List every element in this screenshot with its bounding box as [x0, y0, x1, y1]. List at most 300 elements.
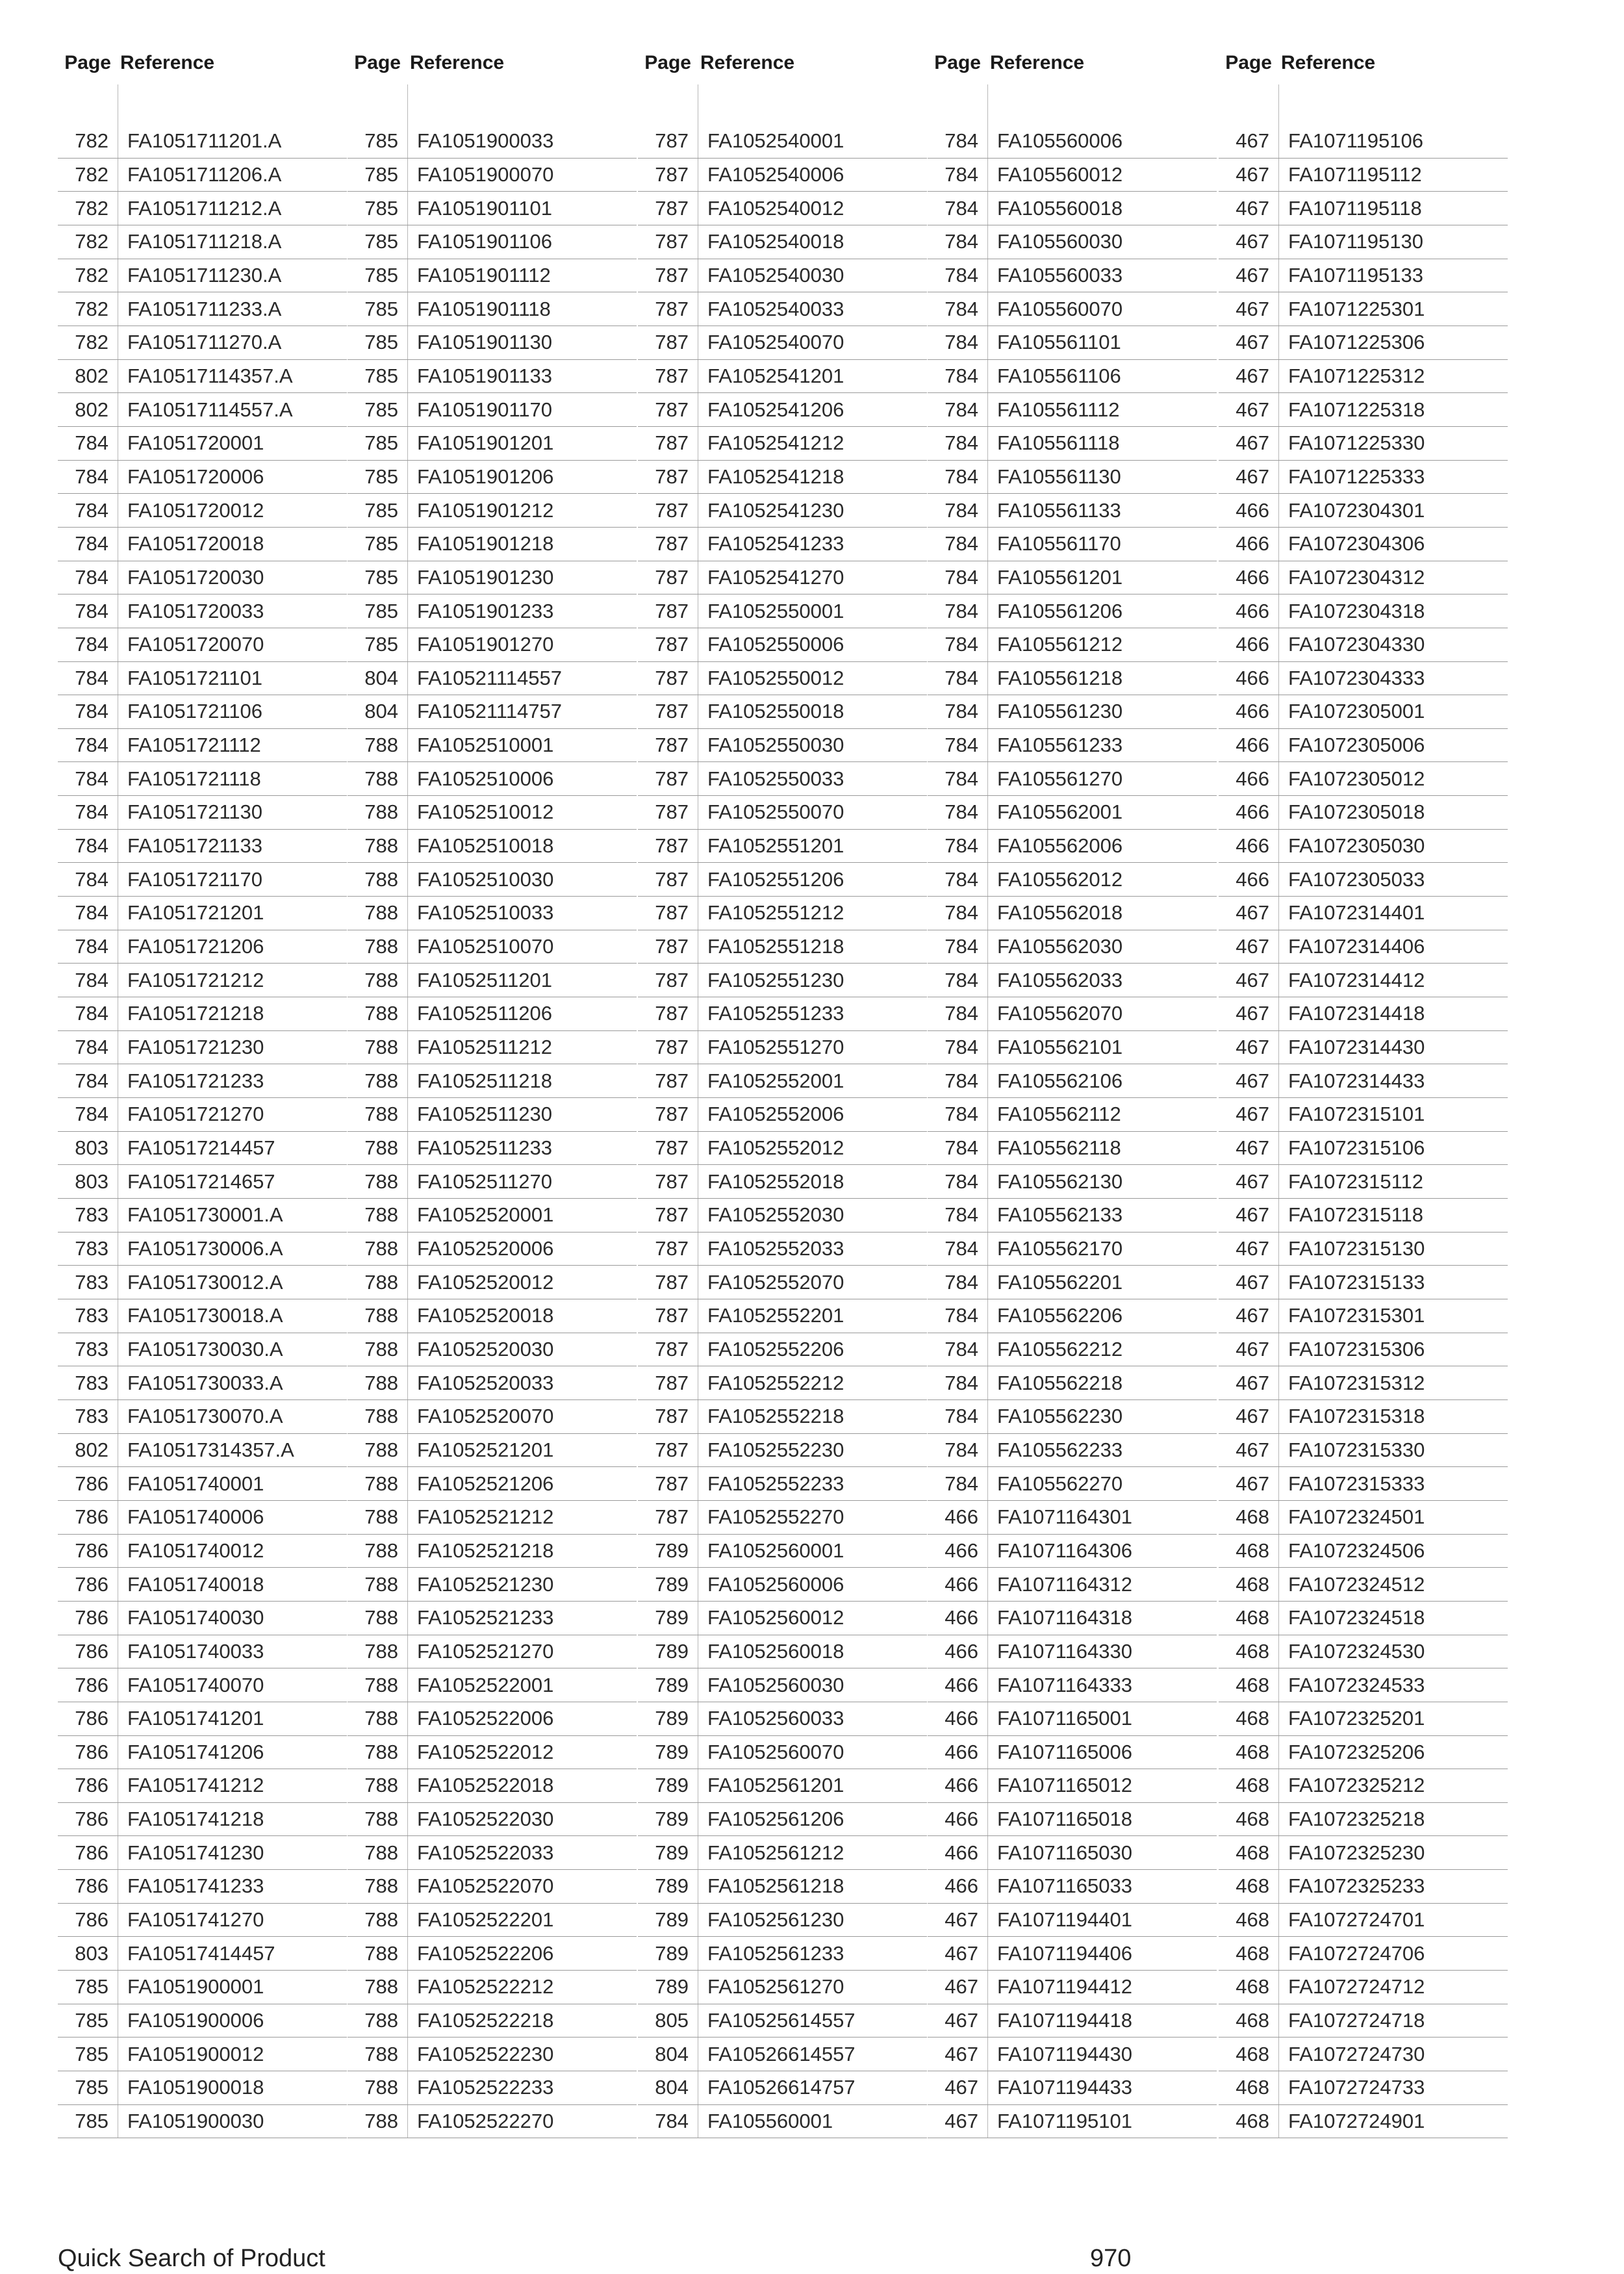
table-row [1219, 1064, 1508, 1098]
table-row [638, 1299, 927, 1333]
reference-cell: FA1072315333 [1278, 1467, 1508, 1500]
page-number-cell: 468 [1236, 1941, 1269, 1965]
reference-cell: FA1052510070 [407, 930, 637, 964]
page-number-cell: 784 [75, 767, 108, 790]
page-number-cell: 786 [75, 1539, 108, 1562]
reference-cell: FA1072304333 [1278, 662, 1508, 695]
page-number-cell: 784 [945, 129, 978, 153]
page-number-cell: 788 [364, 1606, 398, 1629]
reference-cell: FA1051900070 [407, 159, 637, 192]
reference-cell: FA1072305030 [1278, 830, 1508, 863]
reference-cell: FA1051900030 [118, 2105, 347, 2138]
table-row [348, 1870, 637, 1904]
table-row [348, 1434, 637, 1468]
table-row [348, 1299, 637, 1333]
table-row [1219, 1870, 1508, 1904]
reference-cell: FA1072314418 [1278, 997, 1508, 1030]
table-row [348, 930, 637, 964]
table-row [58, 964, 347, 997]
table-row [348, 2071, 637, 2105]
reference-cell: FA1051711212.A [118, 192, 347, 225]
table-row [638, 830, 927, 863]
table-row [1219, 1165, 1508, 1199]
reference-cell: FA105561270 [987, 762, 1217, 795]
footer-page-number: 970 [1090, 2245, 1132, 2272]
page-number-cell: 785 [364, 129, 398, 153]
reference-cell: FA1072324506 [1278, 1535, 1508, 1568]
page-number-cell: 788 [364, 901, 398, 925]
page-number-cell: 788 [364, 1808, 398, 1831]
page-number-cell: 787 [655, 1438, 689, 1461]
page-number-cell: 784 [945, 1203, 978, 1227]
table-row [638, 1132, 927, 1166]
page-number-cell: 468 [1236, 1673, 1269, 1696]
reference-cell: FA1051901101 [407, 192, 637, 225]
page-number-cell: 787 [655, 1472, 689, 1495]
table-row [928, 1870, 1217, 1904]
table-row [638, 1467, 927, 1501]
table-row [1219, 1434, 1508, 1468]
page-number-cell: 785 [364, 498, 398, 522]
page-number-cell: 786 [75, 1606, 108, 1629]
reference-cell: FA1071165033 [987, 1870, 1217, 1903]
table-row [928, 1635, 1217, 1669]
table-row [928, 594, 1217, 628]
reference-cell: FA10521114757 [407, 695, 637, 728]
reference-cell: FA1052521233 [407, 1602, 637, 1635]
page-number-cell: 467 [1236, 162, 1269, 186]
page-number-cell: 784 [945, 1438, 978, 1461]
table-row [638, 1333, 927, 1367]
reference-cell: FA105561112 [987, 393, 1217, 426]
page-number-cell: 787 [655, 162, 689, 186]
reference-cell: FA1072315306 [1278, 1333, 1508, 1366]
index-column [638, 52, 927, 2138]
table-row [638, 225, 927, 259]
table-row [1219, 964, 1508, 997]
reference-cell: FA1071195112 [1278, 159, 1508, 192]
table-row [58, 461, 347, 494]
page-number-cell: 467 [1236, 331, 1269, 354]
table-row [638, 1165, 927, 1199]
table-row [928, 1904, 1217, 1937]
page-number-cell: 467 [1236, 1438, 1269, 1461]
page-number-cell: 786 [75, 1808, 108, 1831]
table-row [348, 159, 637, 192]
table-row [1219, 796, 1508, 830]
page-number-cell: 784 [75, 700, 108, 723]
page-number-cell: 787 [655, 532, 689, 556]
page-number-cell: 782 [75, 331, 108, 354]
table-row [928, 360, 1217, 394]
reference-cell: FA1072304312 [1278, 561, 1508, 594]
page-number-cell: 467 [1236, 230, 1269, 253]
reference-cell: FA1051901230 [407, 561, 637, 594]
reference-cell: FA1051730012.A [118, 1266, 347, 1299]
reference-cell: FA1052511212 [407, 1031, 637, 1064]
table-row [58, 159, 347, 192]
page-number-cell: 782 [75, 196, 108, 220]
reference-cell: FA1052541218 [698, 461, 927, 494]
page-number-cell: 784 [945, 633, 978, 656]
table-row [928, 1333, 1217, 1367]
table-row [58, 1971, 347, 2004]
footer-section-title: Quick Search of Product [58, 2245, 325, 2272]
reference-cell: FA1071225333 [1278, 461, 1508, 494]
reference-cell: FA1052511206 [407, 997, 637, 1030]
table-row [1219, 1904, 1508, 1937]
page-number-cell: 787 [655, 633, 689, 656]
page-number-cell: 785 [364, 532, 398, 556]
page-number-cell: 784 [75, 532, 108, 556]
column-header [58, 52, 347, 84]
table-row [638, 1064, 927, 1098]
table-row [638, 662, 927, 696]
table-row [1219, 1635, 1508, 1669]
table-row [1219, 1702, 1508, 1736]
reference-cell: FA1051901212 [407, 494, 637, 527]
table-row [348, 1132, 637, 1166]
table-row [928, 427, 1217, 461]
page-number-cell: 789 [655, 1539, 689, 1562]
table-row [58, 1769, 347, 1803]
table-row [928, 1031, 1217, 1065]
reference-cell: FA1072724718 [1278, 2004, 1508, 2038]
table-row [58, 1602, 347, 1635]
table-row [58, 930, 347, 964]
reference-cell: FA1052521218 [407, 1535, 637, 1568]
table-row [348, 561, 637, 595]
reference-cell: FA1052511230 [407, 1098, 637, 1131]
table-row [58, 1535, 347, 1568]
reference-cell: FA1052551201 [698, 830, 927, 863]
table-row [348, 393, 637, 427]
page-number-cell: 804 [364, 666, 398, 689]
reference-cell: FA1072315133 [1278, 1266, 1508, 1299]
reference-cell: FA1072305006 [1278, 729, 1508, 762]
reference-cell: FA1072315330 [1278, 1434, 1508, 1467]
reference-cell: FA1051721230 [118, 1031, 347, 1064]
reference-cell: FA1052560033 [698, 1702, 927, 1735]
reference-cell: FA1051740006 [118, 1501, 347, 1534]
table-row [638, 1568, 927, 1602]
header-spacer [58, 84, 347, 125]
page-number-cell: 787 [655, 1002, 689, 1025]
table-row [348, 461, 637, 494]
table-row [58, 1702, 347, 1736]
table-row [1219, 1467, 1508, 1501]
page-number-cell: 784 [945, 1304, 978, 1327]
table-row [638, 1501, 927, 1535]
table-row [348, 1769, 637, 1803]
page-number-cell: 784 [75, 1103, 108, 1126]
reference-header: Reference [700, 52, 795, 73]
page-number-cell: 787 [655, 935, 689, 958]
reference-cell: FA1051901106 [407, 225, 637, 259]
page-number-cell: 784 [945, 331, 978, 354]
index-column [1219, 52, 1508, 2138]
page-number-cell: 467 [1236, 465, 1269, 488]
reference-cell: FA1052561206 [698, 1803, 927, 1836]
reference-cell: FA1051740070 [118, 1668, 347, 1702]
page-number-cell: 788 [364, 1371, 398, 1394]
table-row [348, 360, 637, 394]
page-number-cell: 788 [364, 734, 398, 757]
page-number-cell: 787 [655, 431, 689, 455]
reference-cell: FA1052540012 [698, 192, 927, 225]
reference-cell: FA1052540033 [698, 292, 927, 326]
page-number-cell: 784 [75, 800, 108, 824]
reference-cell: FA1052560070 [698, 1736, 927, 1769]
reference-cell: FA1072325212 [1278, 1769, 1508, 1802]
page-number-cell: 784 [945, 800, 978, 824]
reference-header: Reference [1281, 52, 1376, 73]
page-number-cell: 788 [364, 1774, 398, 1797]
reference-cell: FA1051901218 [407, 528, 637, 561]
page-number-cell: 803 [75, 1169, 108, 1193]
page-number-cell: 789 [655, 1639, 689, 1663]
table-row [348, 863, 637, 897]
page-number-cell: 467 [945, 2042, 978, 2065]
table-row [1219, 628, 1508, 662]
table-row [928, 393, 1217, 427]
page-number-cell: 787 [655, 767, 689, 790]
table-row [638, 1098, 927, 1132]
page-number-cell: 787 [655, 331, 689, 354]
reference-cell: FA1052552218 [698, 1400, 927, 1433]
table-row [1219, 494, 1508, 528]
table-row [638, 796, 927, 830]
table-row [638, 2004, 927, 2038]
reference-cell: FA1072724706 [1278, 1937, 1508, 1970]
page-number-cell: 787 [655, 364, 689, 387]
table-row [348, 2038, 637, 2071]
reference-cell: FA1052552001 [698, 1064, 927, 1097]
table-row [58, 762, 347, 796]
reference-cell: FA1052510018 [407, 830, 637, 863]
table-row [1219, 2038, 1508, 2071]
table-row [638, 528, 927, 561]
table-row [348, 628, 637, 662]
table-row [928, 159, 1217, 192]
page-number-cell: 466 [1236, 599, 1269, 622]
table-row [58, 1333, 347, 1367]
table-row [58, 662, 347, 696]
table-row [928, 2071, 1217, 2105]
page-header: Page [354, 52, 401, 73]
table-row [58, 695, 347, 729]
reference-cell: FA1072724730 [1278, 2038, 1508, 2071]
table-row [928, 461, 1217, 494]
table-row [1219, 561, 1508, 595]
table-row [1219, 1233, 1508, 1266]
table-row [638, 393, 927, 427]
reference-cell: FA1052551206 [698, 863, 927, 896]
page-number-cell: 785 [364, 162, 398, 186]
page-number-cell: 788 [364, 767, 398, 790]
table-row [348, 2105, 637, 2139]
table-row [1219, 1769, 1508, 1803]
reference-cell: FA1052522018 [407, 1769, 637, 1802]
table-row [638, 1199, 927, 1233]
table-row [928, 1400, 1217, 1434]
table-row [58, 225, 347, 259]
reference-cell: FA1052561230 [698, 1904, 927, 1937]
page-number-cell: 468 [1236, 1774, 1269, 1797]
reference-cell: FA1072304301 [1278, 494, 1508, 527]
reference-cell: FA10517114557.A [118, 393, 347, 426]
table-row [58, 1299, 347, 1333]
reference-cell: FA10526614757 [698, 2071, 927, 2104]
table-row [638, 561, 927, 595]
reference-cell: FA1051741206 [118, 1736, 347, 1769]
table-row [1219, 125, 1508, 159]
table-row [638, 964, 927, 997]
table-row [348, 1836, 637, 1870]
page-number-cell: 468 [1236, 1808, 1269, 1831]
page-number-cell: 466 [945, 1505, 978, 1529]
table-row [928, 997, 1217, 1031]
page-number-cell: 785 [75, 2042, 108, 2065]
reference-cell: FA1071194433 [987, 2071, 1217, 2104]
reference-cell: FA105562233 [987, 1434, 1217, 1467]
table-row [1219, 528, 1508, 561]
table-row [638, 1937, 927, 1971]
reference-cell: FA1051730018.A [118, 1299, 347, 1333]
page-number-cell: 804 [655, 2042, 689, 2065]
table-row [1219, 1736, 1508, 1770]
reference-cell: FA1052550070 [698, 796, 927, 829]
table-row [1219, 1535, 1508, 1568]
table-row [58, 494, 347, 528]
table-row [928, 1299, 1217, 1333]
table-row [638, 1668, 927, 1702]
table-row [348, 1233, 637, 1266]
page-number-cell: 467 [1236, 1203, 1269, 1227]
page-number-cell: 784 [945, 1069, 978, 1092]
page-number-cell: 787 [655, 465, 689, 488]
reference-cell: FA105560018 [987, 192, 1217, 225]
page-number-cell: 788 [364, 1002, 398, 1025]
page-number-cell: 784 [945, 431, 978, 455]
page-number-cell: 789 [655, 1841, 689, 1864]
table-row [58, 528, 347, 561]
reference-cell: FA1072305018 [1278, 796, 1508, 829]
reference-cell: FA1051741270 [118, 1904, 347, 1937]
table-row [58, 796, 347, 830]
page-number-cell: 784 [75, 734, 108, 757]
page-number-cell: 783 [75, 1270, 108, 1294]
table-row [348, 830, 637, 863]
page-number-cell: 803 [75, 1941, 108, 1965]
page-number-cell: 784 [945, 1002, 978, 1025]
page-number-cell: 785 [364, 431, 398, 455]
reference-cell: FA105561106 [987, 360, 1217, 393]
page-number-cell: 467 [1236, 1036, 1269, 1059]
table-row [928, 662, 1217, 696]
table-row [638, 1366, 927, 1400]
reference-cell: FA10517114357.A [118, 360, 347, 393]
reference-cell: FA1051721130 [118, 796, 347, 829]
reference-cell: FA1052550006 [698, 628, 927, 661]
page-number-cell: 787 [655, 800, 689, 824]
table-row [928, 125, 1217, 159]
table-row [58, 1501, 347, 1535]
reference-cell: FA1052522206 [407, 1937, 637, 1970]
reference-cell: FA1072315301 [1278, 1299, 1508, 1333]
table-row [58, 2004, 347, 2038]
reference-cell: FA1052522233 [407, 2071, 637, 2104]
page-number-cell: 787 [655, 1371, 689, 1394]
page-number-cell: 788 [364, 2076, 398, 2099]
reference-cell: FA1051720006 [118, 461, 347, 494]
reference-cell: FA105561206 [987, 594, 1217, 628]
table-row [348, 1803, 637, 1837]
reference-cell: FA1072305012 [1278, 762, 1508, 795]
table-row [58, 863, 347, 897]
page-number-cell: 802 [75, 398, 108, 421]
page-number-cell: 785 [75, 2076, 108, 2099]
table-row [928, 1836, 1217, 1870]
reference-cell: FA1071195118 [1278, 192, 1508, 225]
reference-cell: FA1052541212 [698, 427, 927, 460]
page-number-cell: 466 [945, 1874, 978, 1898]
table-row [928, 796, 1217, 830]
table-row [1219, 393, 1508, 427]
reference-cell: FA1072325230 [1278, 1836, 1508, 1869]
reference-cell: FA1052541233 [698, 528, 927, 561]
page-number-cell: 784 [945, 1136, 978, 1160]
table-row [928, 1702, 1217, 1736]
page-number-cell: 466 [945, 1606, 978, 1629]
page-number-cell: 786 [75, 1673, 108, 1696]
page-number-cell: 782 [75, 230, 108, 253]
table-row [638, 1836, 927, 1870]
reference-cell: FA10517414457 [118, 1937, 347, 1970]
page-number-cell: 783 [75, 1304, 108, 1327]
page-number-cell: 804 [655, 2076, 689, 2099]
reference-cell: FA1072724701 [1278, 1904, 1508, 1937]
reference-cell: FA105562001 [987, 796, 1217, 829]
reference-cell: FA1051900001 [118, 1971, 347, 2004]
table-row [1219, 1803, 1508, 1837]
table-row [928, 830, 1217, 863]
reference-cell: FA105560033 [987, 259, 1217, 292]
page-number-cell: 785 [364, 364, 398, 387]
page-number-cell: 783 [75, 1203, 108, 1227]
reference-cell: FA1052541230 [698, 494, 927, 527]
reference-cell: FA1071165018 [987, 1803, 1217, 1836]
reference-cell: FA1051721101 [118, 662, 347, 695]
reference-cell: FA1071195101 [987, 2105, 1217, 2138]
reference-cell: FA1052561233 [698, 1937, 927, 1970]
reference-header: Reference [410, 52, 505, 73]
reference-cell: FA1052522001 [407, 1668, 637, 1702]
page-number-cell: 467 [1236, 1136, 1269, 1160]
page-number-cell: 787 [655, 1036, 689, 1059]
header-spacer [638, 84, 927, 125]
reference-cell: FA1052521206 [407, 1467, 637, 1500]
page-number-cell: 784 [945, 1405, 978, 1428]
table-row [58, 1803, 347, 1837]
table-row [638, 2038, 927, 2071]
reference-cell: FA1051711230.A [118, 259, 347, 292]
reference-cell: FA1051901112 [407, 259, 637, 292]
page-number-cell: 787 [655, 398, 689, 421]
reference-cell: FA1052550012 [698, 662, 927, 695]
page-number-cell: 784 [945, 1472, 978, 1495]
page-number-cell: 466 [1236, 867, 1269, 891]
